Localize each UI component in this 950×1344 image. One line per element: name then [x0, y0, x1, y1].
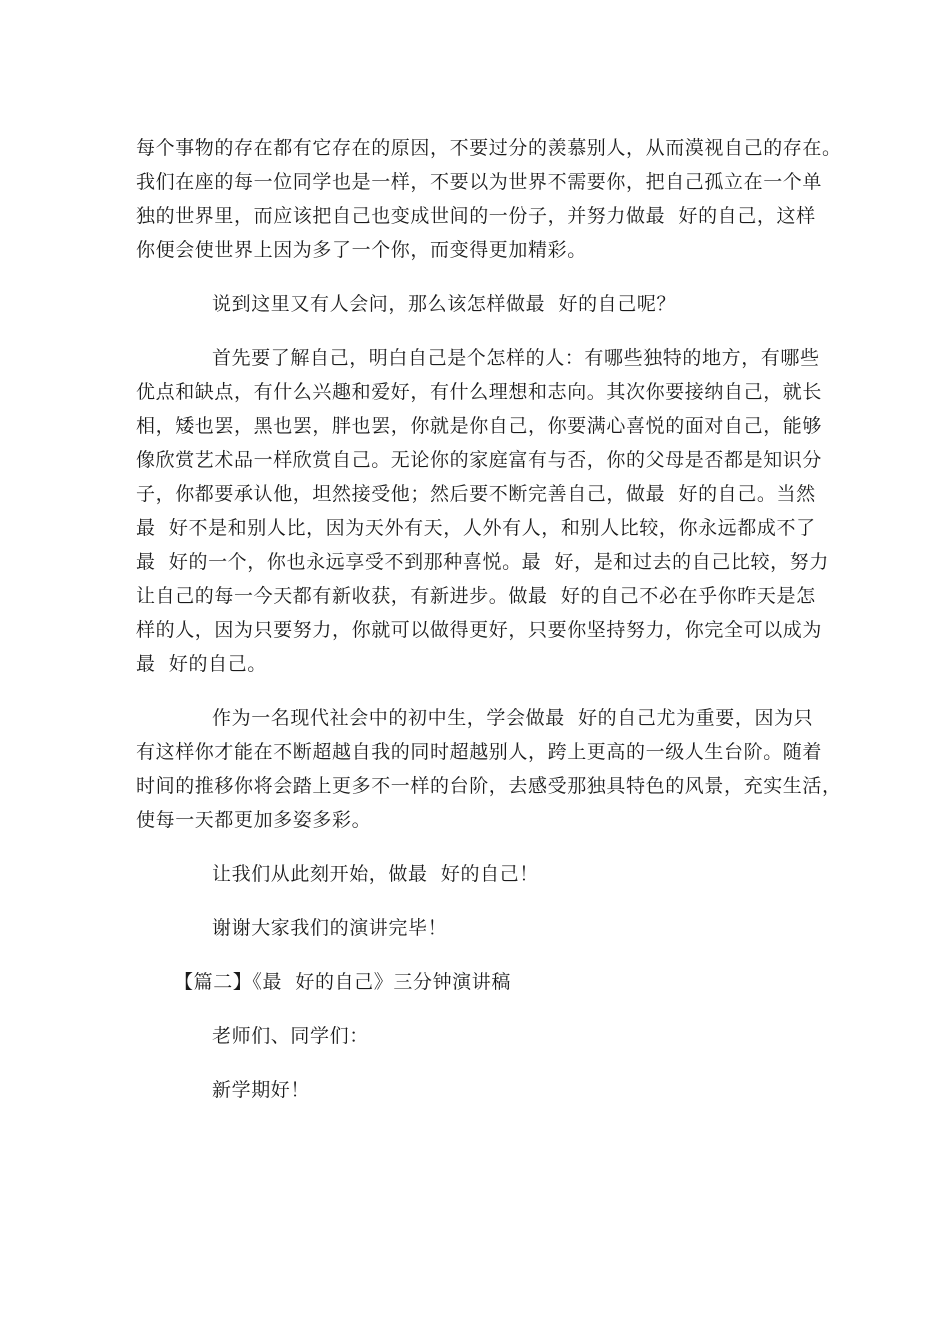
paragraph-3-line-7: 最 好的一个，你也永远享受不到那种喜悦。最 好，是和过去的自己比较，努力 [136, 551, 829, 573]
paragraph-3-line-4: 像欣赏艺术品一样欣赏自己。无论你的家庭富有与否，你的父母是否都是知识分 [136, 449, 823, 471]
paragraph-4-line-4: 使每一天都更加多姿多彩。 [136, 809, 372, 831]
paragraph-3-line-10: 最 好的自己。 [136, 653, 267, 675]
paragraph-4-line-3: 时间的推移你将会踏上更多不一样的台阶，去感受那独具特色的风景，充实生活， [136, 775, 842, 797]
paragraph-3-line-9: 样的人，因为只要努力，你就可以做得更好，只要你坚持努力，你完全可以成为 [136, 619, 823, 641]
paragraph-3-line-2: 优点和缺点，有什么兴趣和爱好，有什么理想和志向。其次你要接纳自己，就长 [136, 381, 823, 403]
paragraph-1-line-3: 独的世界里，而应该把自己也变成世间的一份子，并努力做最 好的自己，这样 [136, 205, 816, 227]
new-term-greeting: 新学期好！ [212, 1079, 311, 1101]
paragraph-3-line-3: 相，矮也罢，黑也罢，胖也罢，你就是你自己，你要满心喜悦的面对自己，能够 [136, 415, 823, 437]
paragraph-5-line-1: 让我们从此刻开始，做最 好的自己！ [212, 863, 539, 885]
paragraph-3-line-6: 最 好不是和别人比，因为天外有天，人外有人，和别人比较，你永远都成不了 [136, 517, 816, 539]
paragraph-4-line-1: 作为一名现代社会中的初中生，学会做最 好的自己尤为重要，因为只 [212, 707, 814, 729]
greeting-line: 老师们、同学们： [212, 1025, 369, 1047]
paragraph-1-line-4: 你便会使世界上因为多了一个你，而变得更加精彩。 [136, 239, 587, 261]
paragraph-3-line-5: 子，你都要承认他，坦然接受他；然后要不断完善自己，做最 好的自己。当然 [136, 483, 816, 505]
paragraph-1-line-2: 我们在座的每一位同学也是一样，不要以为世界不需要你，把自己孤立在一个单 [136, 171, 823, 193]
section-heading: 【篇二】《最 好的自己》三分钟演讲稿 [174, 971, 511, 993]
paragraph-2-line-1: 说到这里又有人会问，那么该怎样做最 好的自己呢？ [212, 293, 677, 315]
paragraph-3-line-8: 让自己的每一今天都有新收获，有新进步。做最 好的自己不必在乎你昨天是怎 [136, 585, 816, 607]
paragraph-6-line-1: 谢谢大家我们的演讲完毕！ [212, 917, 448, 939]
paragraph-1-line-1: 每个事物的存在都有它存在的原因，不要过分的羡慕别人，从而漠视自己的存在。 [136, 137, 842, 159]
paragraph-3-line-1: 首先要了解自己，明白自己是个怎样的人：有哪些独特的地方，有哪些 [212, 347, 820, 369]
paragraph-4-line-2: 有这样你才能在不断超越自我的同时超越别人，跨上更高的一级人生台阶。随着 [136, 741, 823, 763]
